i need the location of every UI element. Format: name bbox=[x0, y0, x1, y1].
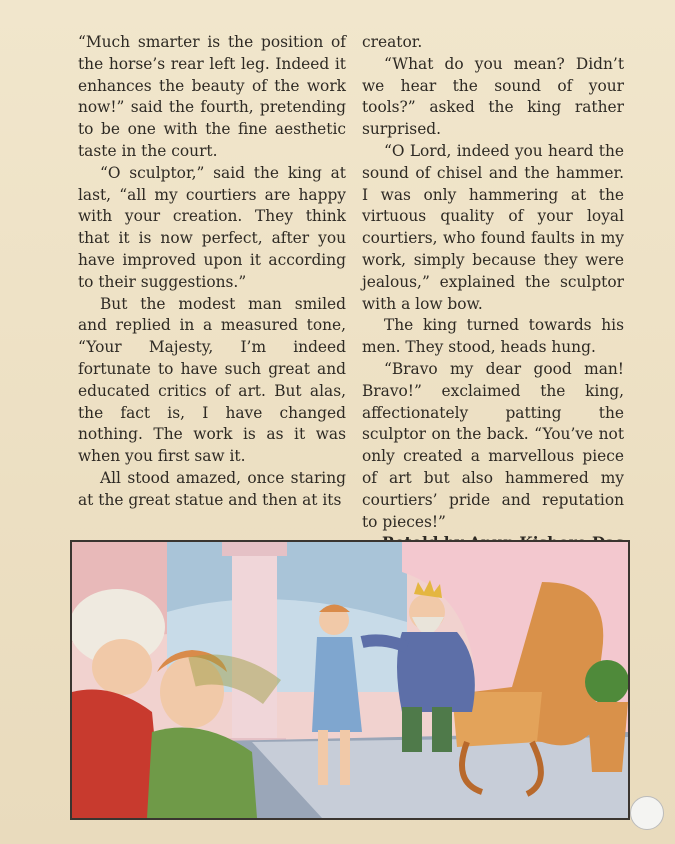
paragraph: “O sculptor,” said the king at last, “all my courtiers are happy with your creation. They think that it is now perfect, after you have improved upon it according to their suggestions.” bbox=[78, 163, 346, 291]
story-column-right bbox=[362, 32, 624, 555]
paragraph: All stood amazed, once staring at the great statue and then at its bbox=[78, 468, 346, 509]
paragraph: “What do you mean? Didn’t we hear the sound of your tools?” asked the king rather surprised. bbox=[362, 54, 624, 139]
watermark-logo-icon bbox=[630, 796, 664, 830]
paragraph: “Bravo my dear good man! Bravo!” exclaimed the king, affectionately patting the sculptor on the back. “You’ve not only created a marvellous piece of art but also hammered my courtiers’ pride and reputation to pieces!” bbox=[362, 359, 624, 531]
illustration-king-sculptor-icon bbox=[72, 542, 628, 818]
paragraph: creator. bbox=[362, 33, 423, 51]
paragraph: But the modest man smiled and replied in a measured tone, “Your Majesty, I’m indeed fortunate to have such great and educated critics of art. But alas, the fact is, I have changed nothing. The work is as it was when you first saw it. bbox=[78, 294, 346, 466]
paragraph: “O Lord, indeed you heard the sound of chisel and the hammer. I was only hammering at the virtuous quality of your loyal courtiers, who found faults in my work, simply because they were jealous,” explained the sculptor with a low bow. bbox=[362, 141, 624, 313]
paragraph: The king turned towards his men. They stood, heads hung. bbox=[362, 316, 624, 357]
story-column-left bbox=[78, 32, 346, 512]
paragraph: “Much smarter is the position of the horse’s rear left leg. Indeed it enhances the beauty of the work now!” said the fourth, pretending to be one with the fine aesthetic taste in the court. bbox=[78, 33, 346, 160]
story-illustration bbox=[70, 540, 630, 820]
